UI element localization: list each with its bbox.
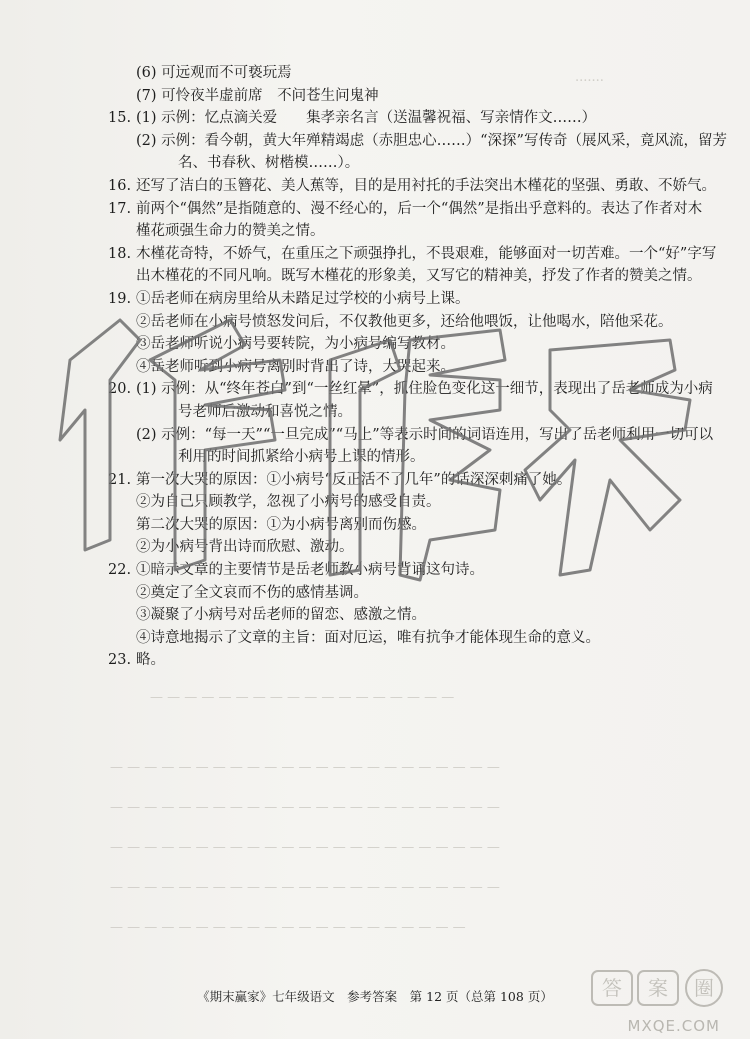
answer-line: [108, 107, 668, 130]
answer-text: ②岳老师在小病号愤怒发问后，不仅教他更多，还给他喂饭，让他喝水，陪他采花。: [136, 313, 673, 330]
bleed-through-text: — — — — — — — — — — — — — — — — — — — — —: [110, 920, 466, 935]
answer-text: ①岳老师在病房里给从未踏足过学校的小病号上课。: [136, 290, 470, 307]
answer-line: [108, 604, 668, 627]
page-footer: 《期末赢家》七年级语文 参考答案 第 12 页（总第 108 页）: [197, 989, 553, 1004]
answer-text: (1) 示例：从“终年苍白”到“一丝红晕”，抓住脸色变化这一细节，表现出了岳老师成为小病: [136, 381, 713, 398]
answer-text: 号老师后激动和喜悦之情。: [178, 403, 352, 420]
answer-text: 第一次大哭的原因：①小病号“反正活不了几年”的话深深刺痛了她。: [136, 471, 572, 488]
answer-text: 还写了洁白的玉簪花、美人蕉等，目的是用衬托的手法突出木槿花的坚强、勇敢、不娇气。: [136, 177, 716, 194]
answer-text: ④岳老师听到小病号离别时背出了诗，大哭起来。: [136, 358, 455, 375]
question-number: 22.: [108, 562, 132, 579]
question-number: 18.: [108, 245, 132, 262]
bleed-through-text: — — — — — — — — — — — — — — — — — —: [150, 690, 455, 705]
logo-char-3: 圈: [694, 976, 714, 1000]
bleed-through-text: .......: [575, 70, 604, 85]
answer-text: ②为自己只顾教学，忽视了小病号的感受自责。: [136, 494, 441, 511]
answer-text: (7) 可怜夜半虚前席 不问苍生问鬼神: [136, 87, 379, 104]
answer-text: ③凝聚了小病号对岳老师的留恋、感激之情。: [136, 607, 426, 624]
bleed-through-text: — — — — — — — — — — — — — — — — — — — — — — —: [110, 760, 500, 775]
answer-line: [108, 175, 716, 198]
answer-line: [108, 401, 668, 424]
answer-line: [108, 333, 668, 356]
answer-text: (1) 示例：忆点滴关爱 集孝亲名言（送温馨祝福、写亲情作文……）: [136, 110, 597, 127]
answer-text: (2) 示例：看今朝，黄大年殚精竭虑（赤胆忠心……）“深探”写传奇（展风采，竟风流，留芳: [136, 132, 727, 149]
answer-line: [108, 62, 668, 85]
question-number: 16.: [108, 177, 132, 194]
answer-line: [108, 85, 668, 108]
answer-line: [108, 311, 673, 334]
answer-line: [108, 514, 668, 537]
answer-text: ④诗意地揭示了文章的主旨：面对厄运，唯有抗争才能体现生命的意义。: [136, 629, 600, 646]
logo-url: MXQE.COM: [627, 1017, 720, 1035]
question-number: 19.: [108, 290, 132, 307]
answer-line: [108, 536, 668, 559]
answer-line: [108, 378, 713, 401]
question-number: 23.: [108, 652, 132, 669]
logo-char-2: 案: [648, 976, 668, 1000]
answer-text: ③岳老师听说小病号要转院，为小病号编写教材。: [136, 336, 455, 353]
question-number: 15.: [108, 110, 132, 127]
answer-text: 利用的时间抓紧给小病号上课的情形。: [178, 449, 425, 466]
answer-text: ①暗示文章的主要情节是岳老师教小病号背诵这句诗。: [136, 562, 484, 579]
answer-text: 名、书春秋、树楷模……）。: [178, 155, 360, 172]
answer-line: [108, 446, 668, 469]
answer-line: [108, 220, 668, 243]
answer-text: 槿花顽强生命力的赞美之情。: [136, 223, 325, 240]
answer-text: (6) 可远观而不可亵玩焉: [136, 65, 292, 81]
answer-text: 略。: [136, 652, 165, 669]
answer-line: [108, 469, 668, 492]
answer-line: [108, 649, 668, 672]
answer-text: ②奠定了全文哀而不伤的感情基调。: [136, 584, 368, 601]
answer-line: [108, 491, 668, 514]
answer-line: [108, 559, 668, 582]
answer-list: [108, 62, 727, 672]
answer-line: [108, 424, 714, 447]
answer-text: 木槿花奇特，不娇气，在重压之下顽强挣扎，不畏艰难，能够面对一切苦难。一个“好”字写: [136, 245, 717, 262]
bleed-through-text: — — — — — — — — — — — — — — — — — — — — — — —: [110, 880, 500, 895]
answer-line: [108, 582, 668, 605]
answer-line: [108, 356, 668, 379]
answer-line: [108, 288, 668, 311]
answer-line: [108, 265, 702, 288]
answer-line: [108, 152, 668, 175]
question-number: 21.: [108, 471, 132, 488]
bleed-through-text: — — — — — — — — — — — — — — — — — — — — — — —: [110, 840, 500, 855]
answer-line: [108, 130, 727, 153]
answer-line: [108, 627, 668, 650]
answer-text: ②为小病号背出诗而欣慰、激动。: [136, 539, 354, 556]
logo-char-1: 答: [602, 976, 622, 1000]
answer-text: 出木槿花的不同凡响。既写木槿花的形象美，又写它的精神美，抒发了作者的赞美之情。: [136, 268, 702, 285]
answer-line: [108, 198, 703, 221]
answer-text: (2) 示例：“每一天”“一旦完成”“马上”等表示时间的词语连用，写出了岳老师利用一切可以: [136, 426, 714, 443]
bleed-through-text: — — — — — — — — — — — — — — — — — — — — — — —: [110, 800, 500, 815]
answer-text: 前两个“偶然”是指随意的、漫不经心的，后一个“偶然”是指出乎意料的。表达了作者对木: [136, 200, 703, 217]
question-number: 17.: [108, 200, 132, 217]
question-number: 20.: [108, 381, 132, 398]
answer-line: [108, 243, 717, 266]
answer-text: 第二次大哭的原因：①为小病号离别而伤感。: [136, 516, 426, 533]
